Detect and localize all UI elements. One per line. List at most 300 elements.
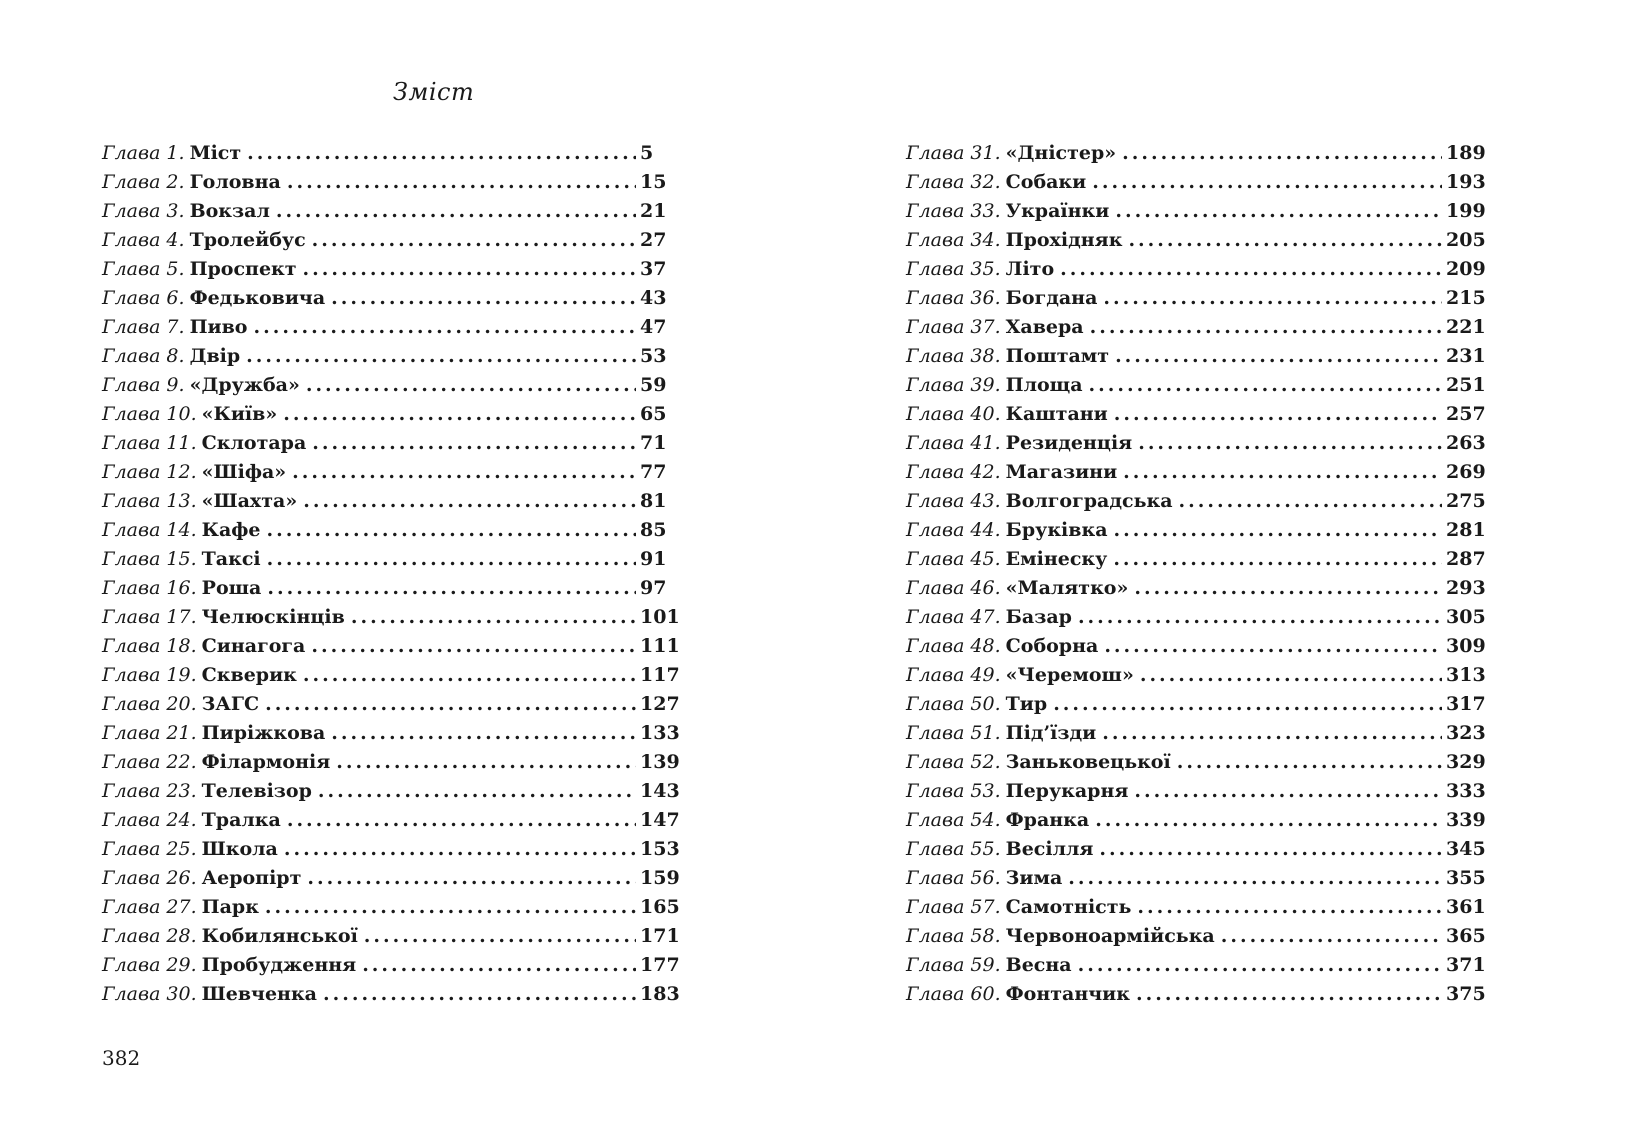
chapter-page-number: 355 [1446,867,1486,889]
dot-leader [336,748,636,777]
toc-entry [102,226,674,255]
chapter-label: Глава 43. [906,490,1001,512]
chapter-title: Двір [189,345,241,367]
dot-leader [303,661,636,690]
toc-entry [102,864,680,893]
toc-entry [102,139,674,168]
chapter-page-number: 339 [1446,809,1486,831]
chapter-title: Аеропірт [201,867,302,889]
toc-entry [906,980,1486,1009]
chapter-label: Глава 49. [906,664,1001,686]
dot-leader [1078,603,1442,632]
dot-leader [1122,139,1442,168]
chapter-label: Глава 10. [102,403,197,425]
chapter-page-number: 143 [640,780,680,802]
chapter-page-number: 21 [640,200,667,222]
chapter-label: Глава 33. [906,200,1001,222]
chapter-title: Вокзал [189,200,270,222]
dot-leader [1123,458,1442,487]
chapter-label: Глава 38. [906,345,1001,367]
dot-leader [1114,516,1442,545]
dot-leader [1128,226,1442,255]
dot-leader [312,429,636,458]
chapter-title: Заньковецької [1005,751,1171,773]
chapter-page-number: 53 [640,345,667,367]
toc-entry [102,806,680,835]
dot-leader [253,313,636,342]
dot-leader [351,603,636,632]
dot-leader [1177,748,1442,777]
toc-entry [906,661,1486,690]
chapter-title: «Шіфа» [201,461,287,483]
chapter-title: Скверик [201,664,297,686]
chapter-page-number: 5 [640,142,654,164]
dot-leader [331,284,636,313]
chapter-page-number: 345 [1446,838,1486,860]
dot-leader [1138,429,1442,458]
dot-leader [1095,806,1442,835]
dot-leader [266,516,636,545]
dot-leader [1060,255,1442,284]
chapter-title: Тралка [201,809,281,831]
toc-entry [906,603,1486,632]
chapter-label: Глава 48. [906,635,1001,657]
dot-leader [306,371,636,400]
chapter-page-number: 199 [1446,200,1486,222]
dot-leader [292,458,636,487]
chapter-page-number: 251 [1446,374,1486,396]
chapter-label: Глава 12. [102,461,197,483]
chapter-label: Глава 4. [102,229,185,251]
chapter-label: Глава 27. [102,896,197,918]
chapter-page-number: 47 [640,316,667,338]
chapter-label: Глава 42. [906,461,1001,483]
chapter-title: Каштани [1005,403,1108,425]
chapter-page-number: 15 [640,171,667,193]
dot-leader [284,835,636,864]
chapter-page-number: 147 [640,809,680,831]
chapter-title: Франка [1005,809,1090,831]
chapter-title: Площа [1005,374,1083,396]
toc-entry [906,748,1486,777]
chapter-page-number: 81 [640,490,667,512]
chapter-label: Глава 7. [102,316,185,338]
chapter-page-number: 37 [640,258,667,280]
chapter-title: «Дністер» [1005,142,1117,164]
dot-leader [265,690,636,719]
toc-entry [102,632,680,661]
toc-entry [102,197,674,226]
dot-leader [1140,661,1442,690]
toc-entry [906,893,1486,922]
chapter-page-number: 27 [640,229,667,251]
chapter-title: Літо [1005,258,1055,280]
toc-entry [102,371,674,400]
dot-leader [1179,487,1443,516]
chapter-page-number: 85 [640,519,667,541]
chapter-label: Глава 18. [102,635,197,657]
dot-leader [1115,197,1442,226]
chapter-title: Резиденція [1005,432,1133,454]
chapter-page-number: 221 [1446,316,1486,338]
chapter-page-number: 309 [1446,635,1486,657]
toc-entry [906,719,1486,748]
chapter-page-number: 215 [1446,287,1486,309]
chapter-title: «Шахта» [201,490,298,512]
dot-leader [267,574,636,603]
chapter-title: Тир [1005,693,1048,715]
toc-entry [102,400,674,429]
toc-entry [906,255,1486,284]
dot-leader [1078,951,1442,980]
chapter-title: Під’їзди [1005,722,1097,744]
chapter-label: Глава 58. [906,925,1001,947]
toc-right-column [906,139,1486,1009]
toc-entry [906,371,1486,400]
toc-entry [102,661,680,690]
dot-leader [1089,371,1442,400]
chapter-label: Глава 39. [906,374,1001,396]
dot-leader [1137,893,1442,922]
chapter-label: Глава 53. [906,780,1001,802]
toc-entry [906,922,1486,951]
page-title: Зміст [393,78,475,106]
dot-leader [1134,777,1442,806]
toc-entry [906,864,1486,893]
chapter-title: Червоноармійська [1005,925,1215,947]
toc-entry [906,284,1486,313]
dot-leader [265,893,636,922]
chapter-page-number: 371 [1446,954,1486,976]
chapter-title: Школа [201,838,278,860]
toc-entry [906,777,1486,806]
chapter-title: Роша [201,577,262,599]
toc-entry [906,632,1486,661]
toc-entry [906,545,1486,574]
chapter-label: Глава 36. [906,287,1001,309]
chapter-page-number: 365 [1446,925,1486,947]
chapter-label: Глава 11. [102,432,197,454]
chapter-page-number: 293 [1446,577,1486,599]
chapter-label: Глава 24. [102,809,197,831]
chapter-label: Глава 13. [102,490,197,512]
toc-entry [102,951,680,980]
chapter-title: Волгоградська [1005,490,1173,512]
chapter-label: Глава 55. [906,838,1001,860]
chapter-label: Глава 5. [102,258,185,280]
chapter-label: Глава 29. [102,954,197,976]
chapter-page-number: 193 [1446,171,1486,193]
chapter-label: Глава 32. [906,171,1001,193]
chapter-title: Пробудження [201,954,357,976]
chapter-title: Самотність [1005,896,1132,918]
dot-leader [287,168,636,197]
chapter-page-number: 209 [1446,258,1486,280]
dot-leader [1090,313,1442,342]
chapter-page-number: 77 [640,461,667,483]
chapter-page-number: 97 [640,577,667,599]
dot-leader [303,255,636,284]
toc-entry [906,690,1486,719]
dot-leader [246,342,636,371]
chapter-title: Емінеску [1005,548,1108,570]
chapter-title: Телевізор [201,780,312,802]
dot-leader [283,400,636,429]
chapter-title: Федьковича [189,287,326,309]
toc-entry [102,922,680,951]
chapter-title: Таксі [201,548,261,570]
chapter-title: Пиво [189,316,248,338]
toc-entry [906,835,1486,864]
toc-entry [102,429,674,458]
chapter-page-number: 189 [1446,142,1486,164]
chapter-label: Глава 15. [102,548,197,570]
toc-entry [906,574,1486,603]
toc-entry [906,226,1486,255]
chapter-label: Глава 14. [102,519,197,541]
chapter-title: Прохідняк [1005,229,1123,251]
chapter-title: Бруківка [1005,519,1108,541]
chapter-title: Хавера [1005,316,1084,338]
chapter-page-number: 231 [1446,345,1486,367]
chapter-page-number: 275 [1446,490,1486,512]
chapter-label: Глава 26. [102,867,197,889]
chapter-page-number: 153 [640,838,680,860]
toc-entry [102,719,680,748]
chapter-label: Глава 1. [102,142,185,164]
chapter-page-number: 171 [640,925,680,947]
chapter-label: Глава 60. [906,983,1001,1005]
chapter-label: Глава 50. [906,693,1001,715]
chapter-title: Парк [201,896,259,918]
chapter-title: Магазини [1005,461,1118,483]
chapter-page-number: 127 [640,693,680,715]
dot-leader [307,864,636,893]
toc-entry [906,951,1486,980]
toc-entry [102,980,680,1009]
chapter-title: Філармонія [201,751,331,773]
chapter-page-number: 43 [640,287,667,309]
chapter-title: Шевченка [201,983,317,1005]
chapter-title: Соборна [1005,635,1099,657]
chapter-page-number: 183 [640,983,680,1005]
toc-entry [102,168,674,197]
chapter-label: Глава 40. [906,403,1001,425]
chapter-page-number: 361 [1446,896,1486,918]
chapter-label: Глава 37. [906,316,1001,338]
toc-entry [102,835,680,864]
chapter-label: Глава 22. [102,751,197,773]
chapter-label: Глава 41. [906,432,1001,454]
chapter-title: Фонтанчик [1005,983,1130,1005]
chapter-title: Синагога [201,635,306,657]
chapter-title: «Малятко» [1005,577,1129,599]
toc-entry [906,168,1486,197]
chapter-label: Глава 56. [906,867,1001,889]
chapter-label: Глава 6. [102,287,185,309]
chapter-title: Богдана [1005,287,1098,309]
page-number: 382 [102,1046,141,1070]
chapter-label: Глава 25. [102,838,197,860]
dot-leader [1115,342,1442,371]
chapter-title: Перукарня [1005,780,1129,802]
toc-entry [906,429,1486,458]
chapter-page-number: 139 [640,751,680,773]
chapter-title: Зима [1005,867,1063,889]
chapter-page-number: 375 [1446,983,1486,1005]
dot-leader [247,139,636,168]
chapter-label: Глава 44. [906,519,1001,541]
chapter-title: Поштамт [1005,345,1110,367]
chapter-label: Глава 2. [102,171,185,193]
chapter-title: Челюскінців [201,606,345,628]
toc-entry [102,458,674,487]
chapter-label: Глава 30. [102,983,197,1005]
dot-leader [1053,690,1442,719]
toc-entry [102,545,674,574]
chapter-title: Українки [1005,200,1110,222]
dot-leader [1114,400,1442,429]
dot-leader [1099,835,1442,864]
chapter-page-number: 111 [640,635,680,657]
chapter-page-number: 257 [1446,403,1486,425]
chapter-title: Весна [1005,954,1072,976]
chapter-label: Глава 9. [102,374,185,396]
chapter-label: Глава 16. [102,577,197,599]
chapter-title: Міст [189,142,242,164]
toc-entry [906,458,1486,487]
chapter-title: Кобилянської [201,925,358,947]
chapter-title: Головна [189,171,281,193]
dot-leader [364,922,636,951]
toc-entry [102,487,674,516]
dot-leader [1113,545,1442,574]
toc-entry [102,342,674,371]
chapter-page-number: 317 [1446,693,1486,715]
dot-leader [318,777,636,806]
toc-entry [906,342,1486,371]
toc-entry [102,603,680,632]
chapter-title: «Дружба» [189,374,300,396]
dot-leader [311,632,636,661]
chapter-label: Глава 54. [906,809,1001,831]
chapter-label: Глава 17. [102,606,197,628]
toc-entry [102,255,674,284]
toc-entry [102,748,680,777]
toc-entry [906,806,1486,835]
chapter-page-number: 323 [1446,722,1486,744]
toc-entry [102,777,680,806]
dot-leader [312,226,636,255]
chapter-page-number: 333 [1446,780,1486,802]
chapter-label: Глава 28. [102,925,197,947]
dot-leader [276,197,636,226]
toc-entry [102,284,674,313]
chapter-page-number: 159 [640,867,680,889]
chapter-label: Глава 52. [906,751,1001,773]
chapter-page-number: 133 [640,722,680,744]
dot-leader [287,806,636,835]
chapter-page-number: 59 [640,374,667,396]
chapter-label: Глава 19. [102,664,197,686]
chapter-label: Глава 59. [906,954,1001,976]
chapter-page-number: 117 [640,664,680,686]
chapter-title: Проспект [189,258,297,280]
dot-leader [331,719,636,748]
toc-entry [906,139,1486,168]
chapter-title: «Черемош» [1005,664,1134,686]
chapter-label: Глава 23. [102,780,197,802]
chapter-title: Пиріжкова [201,722,326,744]
chapter-page-number: 329 [1446,751,1486,773]
toc-entry [906,197,1486,226]
chapter-page-number: 305 [1446,606,1486,628]
toc-entry [102,574,674,603]
chapter-label: Глава 20. [102,693,197,715]
chapter-label: Глава 8. [102,345,185,367]
toc-entry [102,313,674,342]
toc-entry [102,690,680,719]
chapter-title: Тролейбус [189,229,306,251]
dot-leader [323,980,636,1009]
chapter-title: ЗАГС [201,693,260,715]
dot-leader [1102,719,1442,748]
dot-leader [267,545,636,574]
chapter-page-number: 281 [1446,519,1486,541]
chapter-page-number: 177 [640,954,680,976]
chapter-page-number: 101 [640,606,680,628]
chapter-label: Глава 47. [906,606,1001,628]
chapter-title: Собаки [1005,171,1087,193]
chapter-label: Глава 45. [906,548,1001,570]
chapter-label: Глава 21. [102,722,197,744]
chapter-page-number: 313 [1446,664,1486,686]
chapter-page-number: 71 [640,432,667,454]
chapter-label: Глава 34. [906,229,1001,251]
chapter-page-number: 65 [640,403,667,425]
dot-leader [1134,574,1442,603]
dot-leader [1104,632,1442,661]
toc-entry [906,313,1486,342]
chapter-label: Глава 35. [906,258,1001,280]
chapter-title: Склотара [201,432,307,454]
toc-entry [102,516,674,545]
dot-leader [1068,864,1442,893]
dot-leader [303,487,636,516]
chapter-page-number: 269 [1446,461,1486,483]
chapter-title: Базар [1005,606,1072,628]
chapter-page-number: 263 [1446,432,1486,454]
chapter-label: Глава 57. [906,896,1001,918]
chapter-page-number: 165 [640,896,680,918]
toc-entry [906,516,1486,545]
chapter-label: Глава 46. [906,577,1001,599]
chapter-label: Глава 31. [906,142,1001,164]
dot-leader [1092,168,1442,197]
chapter-page-number: 205 [1446,229,1486,251]
dot-leader [1136,980,1442,1009]
toc-left-column [102,139,680,1009]
chapter-title: Весілля [1005,838,1094,860]
dot-leader [362,951,636,980]
toc-entry [906,400,1486,429]
toc-entry [906,487,1486,516]
chapter-label: Глава 3. [102,200,185,222]
chapter-page-number: 91 [640,548,667,570]
toc-entry [102,893,680,922]
chapter-label: Глава 51. [906,722,1001,744]
chapter-title: Кафе [201,519,261,541]
